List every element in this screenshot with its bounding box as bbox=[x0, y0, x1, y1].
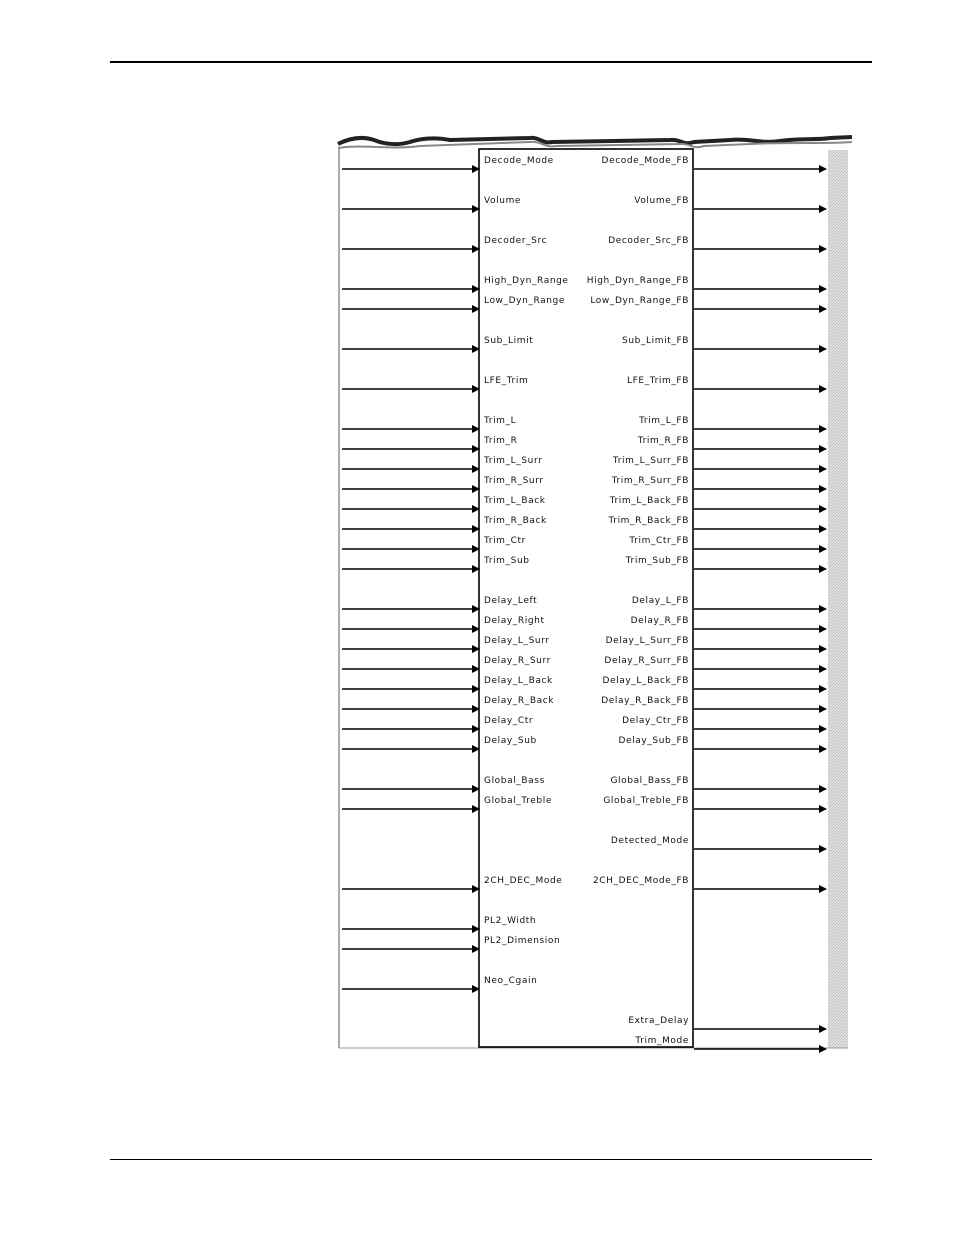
out-pin-label-decode-mode-fb: Decode_Mode_FB bbox=[601, 156, 689, 166]
in-pin-label-delay-l-back: Delay_L_Back bbox=[484, 676, 553, 686]
in-pin-label-delay-sub: Delay_Sub bbox=[484, 736, 537, 746]
in-pin-label-lfe-trim: LFE_Trim bbox=[484, 376, 529, 386]
in-pin-label-delay-l-surr: Delay_L_Surr bbox=[484, 636, 550, 646]
scrollbar-strip bbox=[828, 150, 848, 1048]
out-pin-label-delay-r-fb: Delay_R_FB bbox=[630, 616, 689, 626]
in-pin-label-sub-limit: Sub_Limit bbox=[484, 336, 534, 346]
out-pin-label-decoder-src-fb: Decoder_Src_FB bbox=[608, 236, 689, 246]
out-pin-label-global-bass-fb: Global_Bass_FB bbox=[610, 776, 689, 786]
out-pin-label-delay-l-surr-fb: Delay_L_Surr_FB bbox=[605, 636, 689, 646]
out-pin-label-high-dyn-range-fb: High_Dyn_Range_FB bbox=[586, 276, 689, 286]
out-pin-label-trim-ctr-fb: Trim_Ctr_FB bbox=[629, 536, 689, 546]
out-pin-label-delay-r-back-fb: Delay_R_Back_FB bbox=[601, 696, 689, 706]
out-pin-label-trim-r-surr-fb: Trim_R_Surr_FB bbox=[611, 476, 689, 486]
in-pin-label-trim-r-surr: Trim_R_Surr bbox=[484, 476, 544, 486]
footer-rule bbox=[110, 1159, 872, 1160]
in-pin-label-trim-l-back: Trim_L_Back bbox=[484, 496, 546, 506]
header-rule bbox=[110, 61, 872, 63]
out-pin-label-extra-delay: Extra_Delay bbox=[628, 1016, 689, 1026]
in-pin-label-delay-r-surr: Delay_R_Surr bbox=[484, 656, 551, 666]
in-pin-label-delay-right: Delay_Right bbox=[484, 616, 545, 626]
out-pin-label-delay-l-fb: Delay_L_FB bbox=[631, 596, 689, 606]
in-pin-label-global-treble: Global_Treble bbox=[484, 796, 552, 806]
in-pin-label-neo-cgain: Neo_Cgain bbox=[484, 976, 538, 986]
in-pin-label-delay-r-back: Delay_R_Back bbox=[484, 696, 555, 706]
out-pin-label-trim-l-fb: Trim_L_FB bbox=[639, 416, 689, 426]
out-pin-label-trim-l-back-fb: Trim_L_Back_FB bbox=[609, 496, 689, 506]
out-pin-label-trim-sub-fb: Trim_Sub_FB bbox=[625, 556, 689, 566]
out-pin-label-trim-mode: Trim_Mode bbox=[635, 1036, 689, 1046]
out-pin-label-trim-r-fb: Trim_R_FB bbox=[637, 436, 689, 446]
in-pin-label-high-dyn-range: High_Dyn_Range bbox=[484, 276, 569, 286]
in-pin-label-delay-ctr: Delay_Ctr bbox=[484, 716, 534, 726]
out-pin-label-delay-r-surr-fb: Delay_R_Surr_FB bbox=[604, 656, 689, 666]
in-pin-label-trim-r: Trim_R bbox=[484, 436, 518, 446]
in-pin-label-trim-l-surr: Trim_L_Surr bbox=[484, 456, 543, 466]
in-pin-label-trim-l: Trim_L bbox=[484, 416, 517, 426]
out-pin-label-lfe-trim-fb: LFE_Trim_FB bbox=[627, 376, 689, 386]
in-pin-label-delay-left: Delay_Left bbox=[484, 596, 538, 606]
out-pin-label-global-treble-fb: Global_Treble_FB bbox=[603, 796, 689, 806]
in-pin-label-trim-ctr: Trim_Ctr bbox=[484, 536, 526, 546]
out-pin-label-trim-l-surr-fb: Trim_L_Surr_FB bbox=[612, 456, 689, 466]
in-pin-label-pl2-dimension: PL2_Dimension bbox=[484, 936, 561, 946]
symbol-diagram-svg bbox=[330, 128, 852, 1053]
out-pin-label-detected-mode: Detected_Mode bbox=[610, 836, 689, 846]
in-pin-label-2ch-dec-mode: 2CH_DEC_Mode bbox=[484, 876, 563, 886]
symbol-diagram bbox=[330, 128, 852, 1053]
out-pin-label-trim-r-back-fb: Trim_R_Back_FB bbox=[608, 516, 689, 526]
in-pin-label-decoder-src: Decoder_Src bbox=[484, 236, 548, 246]
in-pin-label-volume: Volume bbox=[484, 196, 522, 206]
in-pin-label-trim-r-back: Trim_R_Back bbox=[484, 516, 547, 526]
in-pin-label-trim-sub: Trim_Sub bbox=[484, 556, 530, 566]
out-pin-label-delay-ctr-fb: Delay_Ctr_FB bbox=[622, 716, 689, 726]
out-pin-label-delay-sub-fb: Delay_Sub_FB bbox=[618, 736, 689, 746]
out-pin-label-low-dyn-range-fb: Low_Dyn_Range_FB bbox=[590, 296, 689, 306]
out-pin-label-volume-fb: Volume_FB bbox=[634, 196, 689, 206]
out-pin-label-2ch-dec-mode-fb: 2CH_DEC_Mode_FB bbox=[592, 876, 689, 886]
out-pin-label-sub-limit-fb: Sub_Limit_FB bbox=[622, 336, 689, 346]
out-pin-label-delay-l-back-fb: Delay_L_Back_FB bbox=[602, 676, 689, 686]
in-pin-label-low-dyn-range: Low_Dyn_Range bbox=[484, 296, 566, 306]
in-pin-label-decode-mode: Decode_Mode bbox=[484, 156, 554, 166]
in-pin-label-pl2-width: PL2_Width bbox=[484, 916, 537, 926]
in-pin-label-global-bass: Global_Bass bbox=[484, 776, 545, 786]
